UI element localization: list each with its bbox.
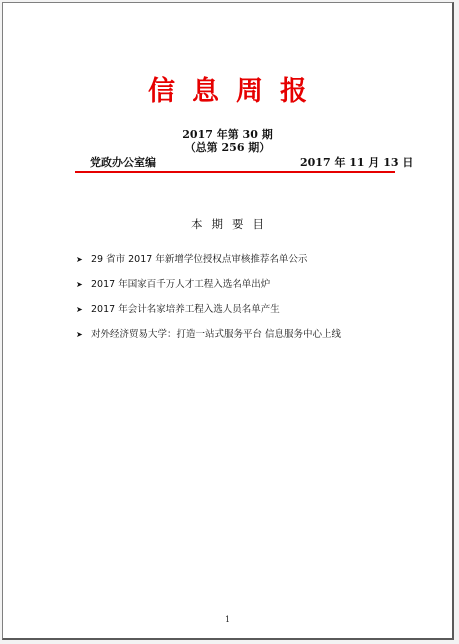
document-page (2, 2, 454, 640)
total-issue-number: （总第 256 期） (184, 141, 271, 154)
issue-number: 2017 年第 30 期 (182, 128, 273, 141)
arrowhead-bullet-icon: ➤ (76, 305, 83, 314)
contents-item (76, 253, 416, 278)
contents-item (76, 328, 416, 353)
page-number: 1 (224, 615, 231, 624)
contents-item-text: 2017 年国家百千万人才工程入选名单出炉 (91, 279, 271, 290)
contents-item-text: 2017 年会计名家培养工程入选人员名单产生 (91, 304, 280, 315)
publish-date: 2017 年 11 月 13 日 (300, 156, 414, 169)
arrowhead-bullet-icon: ➤ (76, 330, 83, 339)
header-divider (75, 171, 395, 173)
contents-item-text: 对外经济贸易大学：打造一站式服务平台 信息服务中心上线 (91, 329, 342, 340)
contents-item-text: 29 省市 2017 年新增学位授权点审核推荐名单公示 (91, 254, 308, 265)
editor-office: 党政办公室编 (90, 156, 156, 169)
contents-heading: 本期要目 (191, 217, 273, 231)
contents-item (76, 303, 416, 328)
newsletter-title: 信息周报 (148, 76, 324, 107)
contents-list (76, 253, 416, 353)
arrowhead-bullet-icon: ➤ (76, 280, 83, 289)
arrowhead-bullet-icon: ➤ (76, 255, 83, 264)
contents-item (76, 278, 416, 303)
